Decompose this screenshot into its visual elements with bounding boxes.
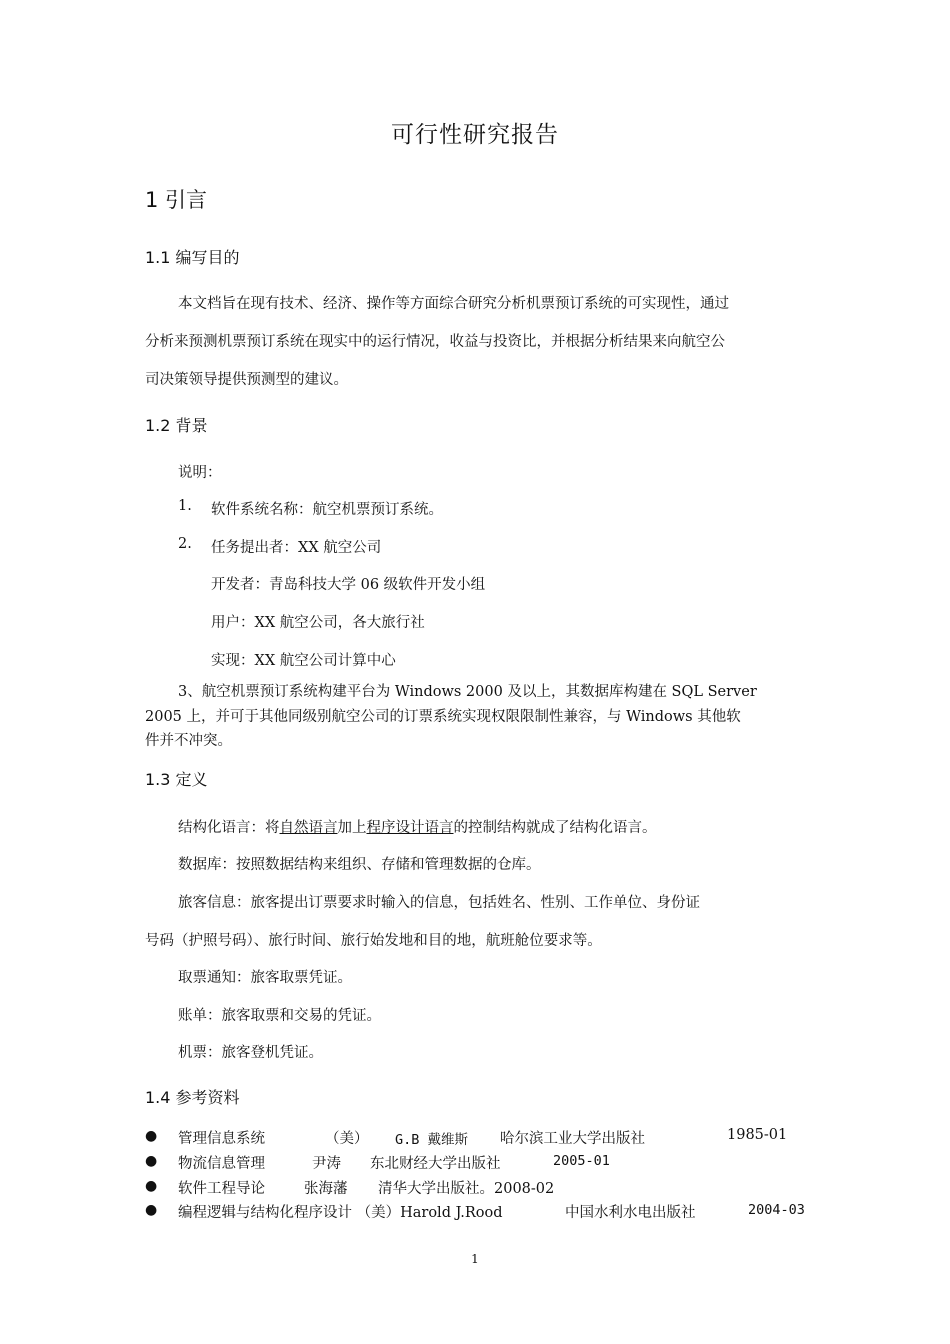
bullet-icon: ●	[145, 1128, 158, 1144]
page-number: 1	[471, 1252, 479, 1266]
ref-title: 软件工程导论	[178, 1181, 265, 1197]
platform-paragraph-line: 件并不冲突。	[145, 733, 232, 749]
sub-item: 用户：XX 航空公司，各大旅行社	[211, 615, 425, 631]
ref-date: 2005-01	[553, 1153, 610, 1169]
ref-author: 张海藩	[304, 1181, 348, 1197]
paragraph-line: 本文档旨在现有技术、经济、操作等方面综合研究分析机票预订系统的可实现性，通过	[178, 296, 729, 312]
list-item-text: 任务提出者：XX 航空公司	[211, 540, 382, 556]
ref-publisher: 中国水利水电出版社	[565, 1205, 696, 1221]
definition-passenger-info: 旅客信息：旅客提出订票要求时输入的信息，包括姓名、性别、工作单位、身份证	[178, 895, 700, 911]
sub-item: 开发者：青岛科技大学 06 级软件开发小组	[211, 577, 486, 593]
ref-note: （美）	[325, 1131, 369, 1147]
background-intro: 说明：	[178, 465, 222, 481]
definition-text: 结构化语言：将	[178, 820, 280, 836]
ref-date: 2004-03	[748, 1202, 805, 1218]
section-1-3-heading: 1.3 定义	[145, 770, 208, 789]
platform-paragraph-line: 3、航空机票预订系统构建平台为 Windows 2000 及以上，其数据库构建在 SQL Server	[178, 684, 757, 700]
list-number: 2.	[178, 536, 192, 552]
definition-text: 加上	[337, 820, 367, 836]
ref-title: 管理信息系统	[178, 1131, 265, 1147]
paragraph-line: 司决策领导提供预测型的建议。	[145, 372, 348, 388]
bullet-icon: ●	[145, 1178, 158, 1194]
definition-ticket-notice: 取票通知：旅客取票凭证。	[178, 970, 352, 986]
paragraph-line: 分析来预测机票预订系统在现实中的运行情况，收益与投资比，并根据分析结果来向航空公	[145, 334, 725, 350]
ref-author: G.B 戴维斯	[395, 1132, 469, 1148]
definition-ticket: 机票：旅客登机凭证。	[178, 1045, 323, 1061]
ref-publisher: 哈尔滨工业大学出版社	[500, 1131, 645, 1147]
section-1-4-heading: 1.4 参考资料	[145, 1088, 240, 1107]
bullet-icon: ●	[145, 1202, 158, 1218]
ref-title: 编程逻辑与结构化程序设计 （美）Harold J.Rood	[178, 1205, 503, 1221]
section-1-1-heading: 1.1 编写目的	[145, 248, 240, 267]
definition-database: 数据库：按照数据结构来组织、存储和管理数据的仓库。	[178, 857, 541, 873]
list-number: 1.	[178, 498, 192, 514]
programming-language-link[interactable]: 程序设计语言	[366, 820, 454, 836]
ref-publisher: 东北财经大学出版社	[370, 1156, 501, 1172]
ref-author: 尹涛	[312, 1156, 341, 1172]
platform-paragraph-line: 2005 上，并可于其他同级别航空公司的订票系统实现权限限制性兼容，与 Windows 其他软	[145, 709, 741, 725]
section-1-heading: 1 引言	[145, 188, 208, 212]
definition-text: 的控制结构就成了结构化语言。	[453, 820, 657, 836]
definition-structured-language	[178, 816, 657, 837]
sub-item: 实现：XX 航空公司计算中心	[211, 653, 396, 669]
natural-language-link[interactable]: 自然语言	[279, 820, 338, 836]
list-item-text: 软件系统名称：航空机票预订系统。	[211, 502, 443, 518]
definition-passenger-info-cont: 号码（护照号码）、旅行时间、旅行始发地和目的地，航班舱位要求等。	[145, 933, 602, 949]
section-1-2-heading: 1.2 背景	[145, 416, 208, 435]
definition-bill: 账单：旅客取票和交易的凭证。	[178, 1008, 381, 1024]
ref-date: 1985-01	[727, 1127, 788, 1143]
ref-title: 物流信息管理	[178, 1156, 265, 1172]
ref-publisher: 清华大学出版社。2008-02	[378, 1181, 555, 1197]
bullet-icon: ●	[145, 1153, 158, 1169]
document-title: 可行性研究报告	[391, 122, 559, 148]
